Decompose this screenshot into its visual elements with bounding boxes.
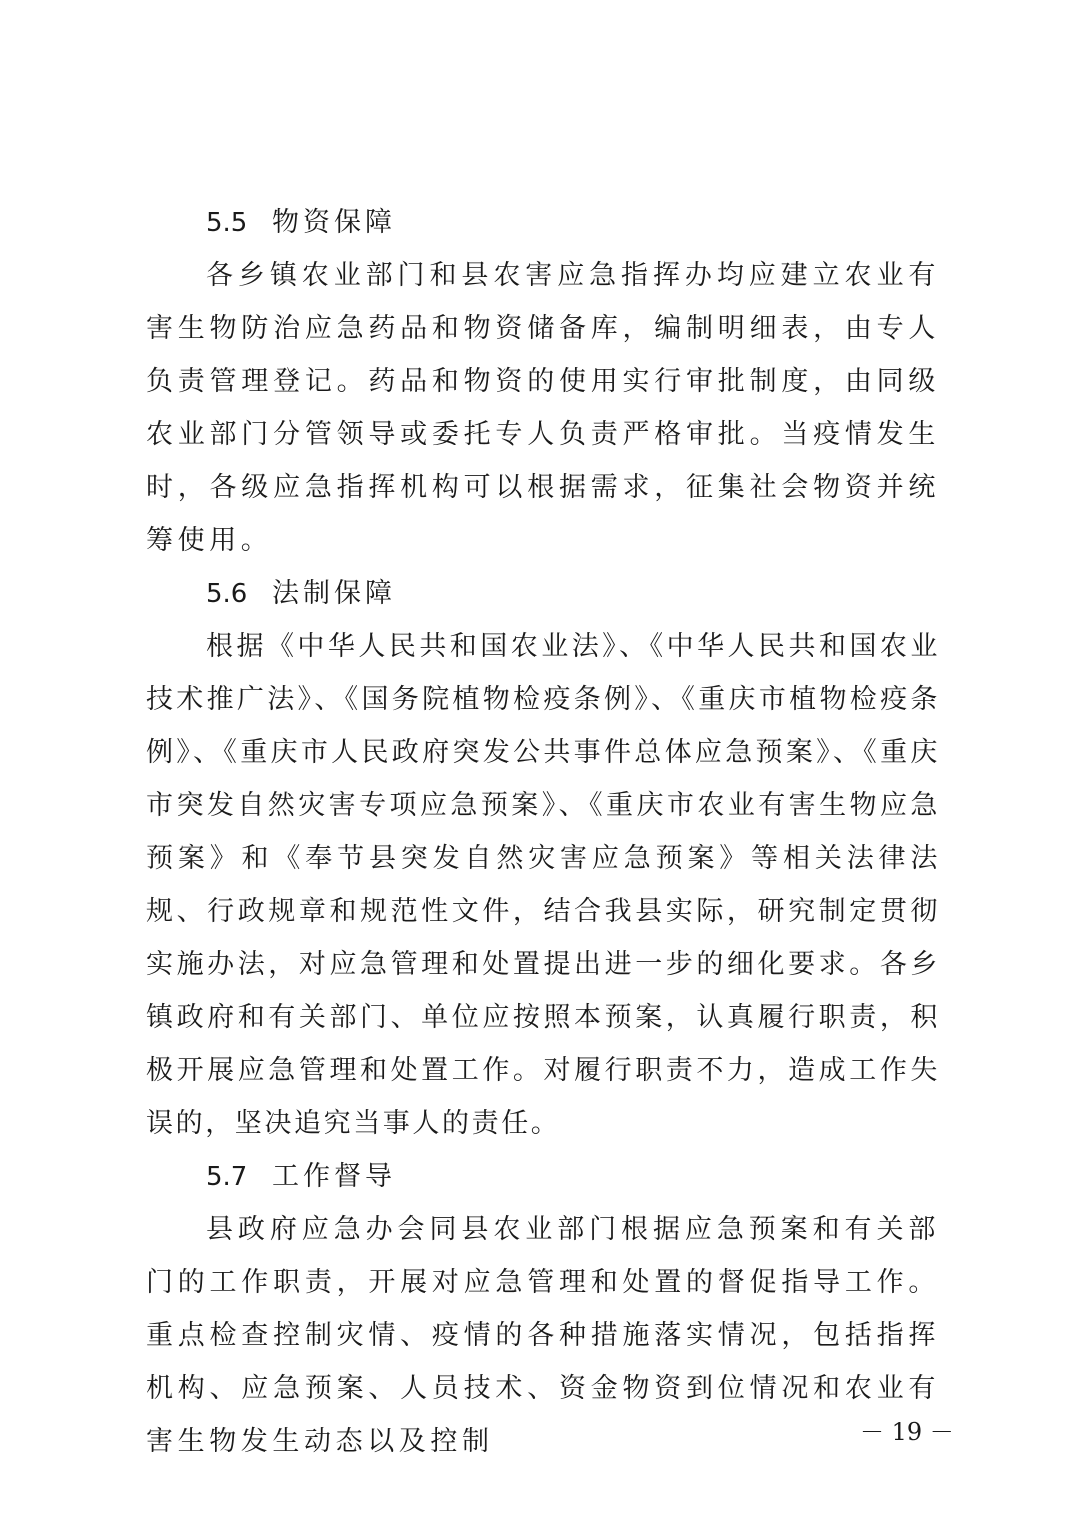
section-title: 工作督导 <box>272 1161 396 1192</box>
section-number: 5.7 <box>206 1162 248 1192</box>
section-heading-5-6 <box>146 567 940 620</box>
section-heading-5-7 <box>146 1150 940 1203</box>
page-number: － 19 － <box>860 1418 954 1446</box>
section-number: 5.5 <box>206 208 248 238</box>
section-number: 5.6 <box>206 579 248 609</box>
section-paragraph-5-5: 各乡镇农业部门和县农害应急指挥办均应建立农业有害生物防治应急药品和物资储备库，编制明细表，由专人负责管理登记。药品和物资的使用实行审批制度，由同级农业部门分管领导或委托专人负责严格审批。当疫情发生时，各级应急指挥机构可以根据需求，征集社会物资并统筹使用。 <box>146 260 940 556</box>
section-title: 法制保障 <box>272 578 396 609</box>
section-paragraph-5-6: 根据《中华人民共和国农业法》、《中华人民共和国农业技术推广法》、《国务院植物检疫条例》、《重庆市植物检疫条例》、《重庆市人民政府突发公共事件总体应急预案》、《重庆市突发自然灾害专项应急预案》、《重庆市农业有害生物应急预案》和《奉节县突发自然灾害应急预案》等相关法律法规、行政规章和规范性文件，结合我县实际，研究制定贯彻实施办法，对应急管理和处置提出进一步的细化要求。各乡镇政府和有关部门、单位应按照本预案，认真履行职责，积极开展应急管理和处置工作。对履行职责不力，造成工作失误的，坚决追究当事人的责任。 <box>146 631 940 1139</box>
section-paragraph-5-7: 县政府应急办会同县农业部门根据应急预案和有关部门的工作职责，开展对应急管理和处置的督促指导工作。重点检查控制灾情、疫情的各种措施落实情况，包括指挥机构、应急预案、人员技术、资金物资到位情况和农业有害生物发生动态以及控制 <box>146 1214 940 1457</box>
section-title: 物资保障 <box>272 207 396 238</box>
section-heading-5-5 <box>146 196 940 249</box>
document-body <box>146 196 940 1468</box>
